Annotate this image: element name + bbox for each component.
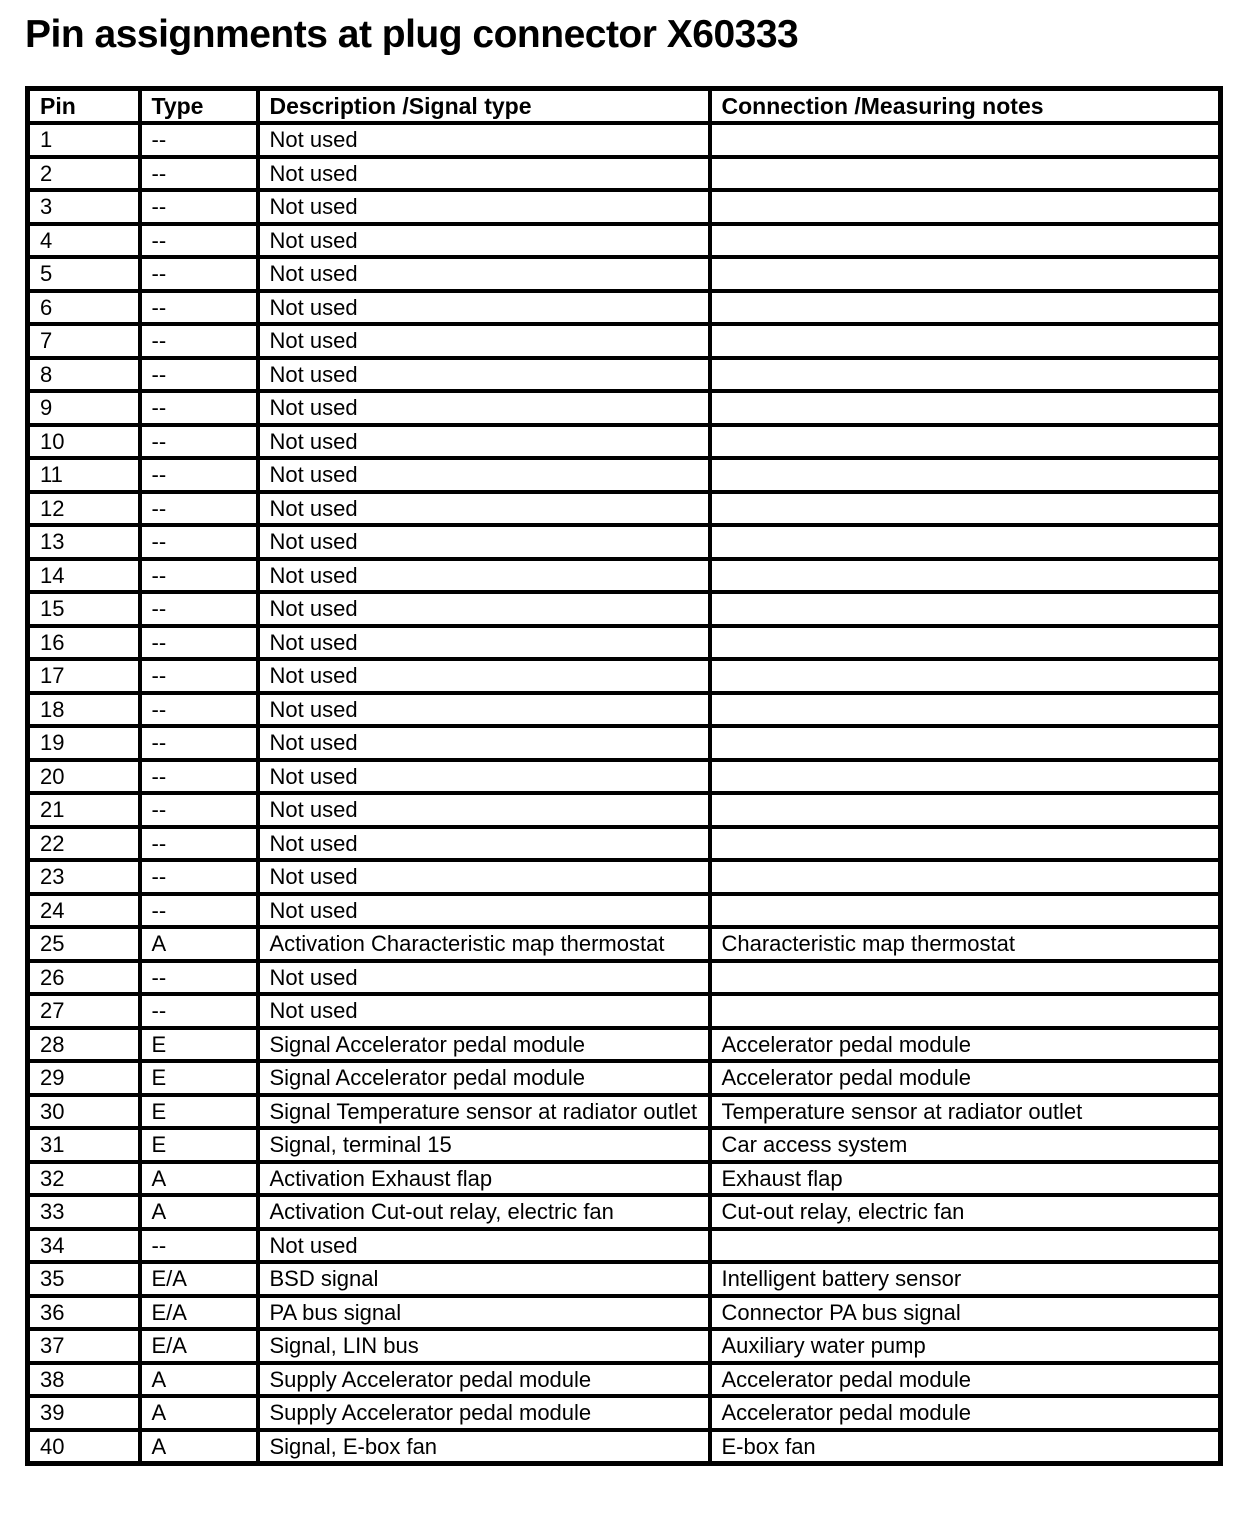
type-cell: -- bbox=[140, 458, 258, 492]
description-cell: Supply Accelerator pedal module bbox=[258, 1396, 710, 1430]
connection-cell bbox=[710, 458, 1221, 492]
column-header-description: Description /Signal type bbox=[258, 89, 710, 124]
pin-cell: 31 bbox=[28, 1128, 140, 1162]
description-cell: Signal, terminal 15 bbox=[258, 1128, 710, 1162]
pin-cell: 9 bbox=[28, 391, 140, 425]
pin-cell: 2 bbox=[28, 157, 140, 191]
table-row bbox=[28, 425, 1221, 459]
table-row bbox=[28, 626, 1221, 660]
table-row bbox=[28, 224, 1221, 258]
pin-cell: 10 bbox=[28, 425, 140, 459]
type-cell: -- bbox=[140, 894, 258, 928]
table-row bbox=[28, 1061, 1221, 1095]
pin-cell: 37 bbox=[28, 1329, 140, 1363]
description-cell: Not used bbox=[258, 425, 710, 459]
pin-cell: 4 bbox=[28, 224, 140, 258]
description-cell: Activation Exhaust flap bbox=[258, 1162, 710, 1196]
table-row bbox=[28, 1128, 1221, 1162]
table-row bbox=[28, 1095, 1221, 1129]
pin-cell: 23 bbox=[28, 860, 140, 894]
table-row bbox=[28, 1262, 1221, 1296]
type-cell: -- bbox=[140, 291, 258, 325]
type-cell: -- bbox=[140, 693, 258, 727]
table-row bbox=[28, 793, 1221, 827]
type-cell: -- bbox=[140, 994, 258, 1028]
type-cell: A bbox=[140, 1430, 258, 1464]
pin-cell: 1 bbox=[28, 123, 140, 157]
connection-cell bbox=[710, 793, 1221, 827]
type-cell: E bbox=[140, 1095, 258, 1129]
table-row bbox=[28, 492, 1221, 526]
description-cell: Not used bbox=[258, 726, 710, 760]
table-row bbox=[28, 559, 1221, 593]
table-row bbox=[28, 592, 1221, 626]
type-cell: -- bbox=[140, 525, 258, 559]
connection-cell bbox=[710, 157, 1221, 191]
type-cell: -- bbox=[140, 358, 258, 392]
table-row bbox=[28, 1363, 1221, 1397]
description-cell: Not used bbox=[258, 659, 710, 693]
type-cell: -- bbox=[140, 324, 258, 358]
type-cell: -- bbox=[140, 391, 258, 425]
description-cell: Not used bbox=[258, 592, 710, 626]
connection-cell: Exhaust flap bbox=[710, 1162, 1221, 1196]
table-row bbox=[28, 1162, 1221, 1196]
description-cell: Not used bbox=[258, 190, 710, 224]
pin-cell: 12 bbox=[28, 492, 140, 526]
connection-cell: Auxiliary water pump bbox=[710, 1329, 1221, 1363]
column-header-connection: Connection /Measuring notes bbox=[710, 89, 1221, 124]
pin-cell: 34 bbox=[28, 1229, 140, 1263]
type-cell: -- bbox=[140, 224, 258, 258]
type-cell: -- bbox=[140, 157, 258, 191]
pin-cell: 33 bbox=[28, 1195, 140, 1229]
pin-cell: 3 bbox=[28, 190, 140, 224]
description-cell: Not used bbox=[258, 793, 710, 827]
description-cell: Not used bbox=[258, 123, 710, 157]
type-cell: A bbox=[140, 1162, 258, 1196]
description-cell: Supply Accelerator pedal module bbox=[258, 1363, 710, 1397]
pin-cell: 17 bbox=[28, 659, 140, 693]
table-row bbox=[28, 257, 1221, 291]
pin-cell: 16 bbox=[28, 626, 140, 660]
type-cell: -- bbox=[140, 492, 258, 526]
pin-cell: 36 bbox=[28, 1296, 140, 1330]
pin-cell: 22 bbox=[28, 827, 140, 861]
type-cell: E bbox=[140, 1028, 258, 1062]
type-cell: -- bbox=[140, 257, 258, 291]
description-cell: Not used bbox=[258, 458, 710, 492]
description-cell: Not used bbox=[258, 894, 710, 928]
description-cell: Signal, LIN bus bbox=[258, 1329, 710, 1363]
description-cell: Not used bbox=[258, 994, 710, 1028]
connection-cell bbox=[710, 693, 1221, 727]
table-row bbox=[28, 190, 1221, 224]
connection-cell bbox=[710, 525, 1221, 559]
type-cell: -- bbox=[140, 860, 258, 894]
table-row bbox=[28, 760, 1221, 794]
table-row bbox=[28, 726, 1221, 760]
type-cell: A bbox=[140, 927, 258, 961]
connection-cell bbox=[710, 827, 1221, 861]
table-row bbox=[28, 1396, 1221, 1430]
type-cell: E bbox=[140, 1061, 258, 1095]
table-row bbox=[28, 157, 1221, 191]
connection-cell: Cut-out relay, electric fan bbox=[710, 1195, 1221, 1229]
pin-cell: 39 bbox=[28, 1396, 140, 1430]
connection-cell bbox=[710, 994, 1221, 1028]
description-cell: Not used bbox=[258, 324, 710, 358]
pin-cell: 30 bbox=[28, 1095, 140, 1129]
pin-cell: 8 bbox=[28, 358, 140, 392]
pin-cell: 24 bbox=[28, 894, 140, 928]
table-row bbox=[28, 1430, 1221, 1464]
pin-cell: 18 bbox=[28, 693, 140, 727]
connection-cell: Temperature sensor at radiator outlet bbox=[710, 1095, 1221, 1129]
description-cell: Activation Characteristic map thermostat bbox=[258, 927, 710, 961]
table-row bbox=[28, 894, 1221, 928]
description-cell: Signal, E-box fan bbox=[258, 1430, 710, 1464]
connection-cell bbox=[710, 559, 1221, 593]
table-header bbox=[28, 89, 1221, 124]
type-cell: A bbox=[140, 1396, 258, 1430]
description-cell: Not used bbox=[258, 224, 710, 258]
type-cell: E/A bbox=[140, 1296, 258, 1330]
description-cell: Not used bbox=[258, 157, 710, 191]
column-header-type: Type bbox=[140, 89, 258, 124]
description-cell: Not used bbox=[258, 626, 710, 660]
table-row bbox=[28, 291, 1221, 325]
pin-cell: 5 bbox=[28, 257, 140, 291]
pin-cell: 32 bbox=[28, 1162, 140, 1196]
page-title: Pin assignments at plug connector X60333 bbox=[25, 13, 799, 56]
connection-cell bbox=[710, 1229, 1221, 1263]
connection-cell bbox=[710, 760, 1221, 794]
connection-cell bbox=[710, 961, 1221, 995]
type-cell: -- bbox=[140, 659, 258, 693]
connection-cell: Accelerator pedal module bbox=[710, 1061, 1221, 1095]
description-cell: BSD signal bbox=[258, 1262, 710, 1296]
description-cell: Signal Temperature sensor at radiator outlet bbox=[258, 1095, 710, 1129]
table-row bbox=[28, 1229, 1221, 1263]
pin-cell: 38 bbox=[28, 1363, 140, 1397]
pin-cell: 6 bbox=[28, 291, 140, 325]
table-row bbox=[28, 1195, 1221, 1229]
connection-cell bbox=[710, 425, 1221, 459]
description-cell: Not used bbox=[258, 559, 710, 593]
connection-cell: Car access system bbox=[710, 1128, 1221, 1162]
type-cell: -- bbox=[140, 592, 258, 626]
description-cell: Not used bbox=[258, 492, 710, 526]
description-cell: Not used bbox=[258, 1229, 710, 1263]
pin-cell: 15 bbox=[28, 592, 140, 626]
pin-cell: 20 bbox=[28, 760, 140, 794]
table-row bbox=[28, 358, 1221, 392]
description-cell: Not used bbox=[258, 391, 710, 425]
description-cell: Signal Accelerator pedal module bbox=[258, 1028, 710, 1062]
connection-cell bbox=[710, 659, 1221, 693]
connection-cell: Accelerator pedal module bbox=[710, 1363, 1221, 1397]
connection-cell bbox=[710, 860, 1221, 894]
type-cell: -- bbox=[140, 626, 258, 660]
column-header-pin: Pin bbox=[28, 89, 140, 124]
table-row bbox=[28, 961, 1221, 995]
connection-cell bbox=[710, 492, 1221, 526]
description-cell: Not used bbox=[258, 257, 710, 291]
pin-assignment-table bbox=[25, 86, 1223, 1466]
connection-cell bbox=[710, 358, 1221, 392]
description-cell: Not used bbox=[258, 693, 710, 727]
connection-cell bbox=[710, 123, 1221, 157]
table-row bbox=[28, 525, 1221, 559]
table-row bbox=[28, 123, 1221, 157]
type-cell: -- bbox=[140, 425, 258, 459]
type-cell: -- bbox=[140, 190, 258, 224]
type-cell: -- bbox=[140, 559, 258, 593]
description-cell: Not used bbox=[258, 827, 710, 861]
pin-cell: 13 bbox=[28, 525, 140, 559]
description-cell: Not used bbox=[258, 760, 710, 794]
type-cell: E/A bbox=[140, 1329, 258, 1363]
table-row bbox=[28, 994, 1221, 1028]
table-row bbox=[28, 659, 1221, 693]
pin-cell: 14 bbox=[28, 559, 140, 593]
connection-cell bbox=[710, 257, 1221, 291]
connection-cell bbox=[710, 324, 1221, 358]
type-cell: -- bbox=[140, 1229, 258, 1263]
description-cell: Activation Cut-out relay, electric fan bbox=[258, 1195, 710, 1229]
connection-cell bbox=[710, 726, 1221, 760]
description-cell: Not used bbox=[258, 291, 710, 325]
connection-cell bbox=[710, 592, 1221, 626]
pin-cell: 19 bbox=[28, 726, 140, 760]
description-cell: Not used bbox=[258, 961, 710, 995]
pin-cell: 21 bbox=[28, 793, 140, 827]
type-cell: A bbox=[140, 1195, 258, 1229]
pin-cell: 7 bbox=[28, 324, 140, 358]
description-cell: Not used bbox=[258, 525, 710, 559]
connection-cell bbox=[710, 391, 1221, 425]
pin-cell: 35 bbox=[28, 1262, 140, 1296]
connection-cell bbox=[710, 190, 1221, 224]
pin-cell: 26 bbox=[28, 961, 140, 995]
header-row bbox=[28, 89, 1221, 124]
table-row bbox=[28, 927, 1221, 961]
connection-cell bbox=[710, 291, 1221, 325]
connection-cell: Intelligent battery sensor bbox=[710, 1262, 1221, 1296]
type-cell: -- bbox=[140, 827, 258, 861]
table-body bbox=[28, 123, 1221, 1464]
table-row bbox=[28, 1329, 1221, 1363]
type-cell: -- bbox=[140, 726, 258, 760]
table-row bbox=[28, 860, 1221, 894]
connection-cell: Accelerator pedal module bbox=[710, 1028, 1221, 1062]
description-cell: Signal Accelerator pedal module bbox=[258, 1061, 710, 1095]
type-cell: A bbox=[140, 1363, 258, 1397]
type-cell: E bbox=[140, 1128, 258, 1162]
pin-cell: 40 bbox=[28, 1430, 140, 1464]
type-cell: -- bbox=[140, 123, 258, 157]
table-row bbox=[28, 391, 1221, 425]
table-row bbox=[28, 324, 1221, 358]
connection-cell: Connector PA bus signal bbox=[710, 1296, 1221, 1330]
table-row bbox=[28, 827, 1221, 861]
connection-cell bbox=[710, 894, 1221, 928]
description-cell: PA bus signal bbox=[258, 1296, 710, 1330]
type-cell: -- bbox=[140, 961, 258, 995]
pin-cell: 29 bbox=[28, 1061, 140, 1095]
table-row bbox=[28, 1028, 1221, 1062]
table-row bbox=[28, 458, 1221, 492]
description-cell: Not used bbox=[258, 358, 710, 392]
connection-cell bbox=[710, 224, 1221, 258]
pin-cell: 28 bbox=[28, 1028, 140, 1062]
type-cell: -- bbox=[140, 760, 258, 794]
connection-cell: Characteristic map thermostat bbox=[710, 927, 1221, 961]
connection-cell: E-box fan bbox=[710, 1430, 1221, 1464]
pin-cell: 11 bbox=[28, 458, 140, 492]
pin-cell: 25 bbox=[28, 927, 140, 961]
connection-cell bbox=[710, 626, 1221, 660]
pin-cell: 27 bbox=[28, 994, 140, 1028]
connection-cell: Accelerator pedal module bbox=[710, 1396, 1221, 1430]
type-cell: E/A bbox=[140, 1262, 258, 1296]
description-cell: Not used bbox=[258, 860, 710, 894]
table-row bbox=[28, 693, 1221, 727]
type-cell: -- bbox=[140, 793, 258, 827]
table-row bbox=[28, 1296, 1221, 1330]
